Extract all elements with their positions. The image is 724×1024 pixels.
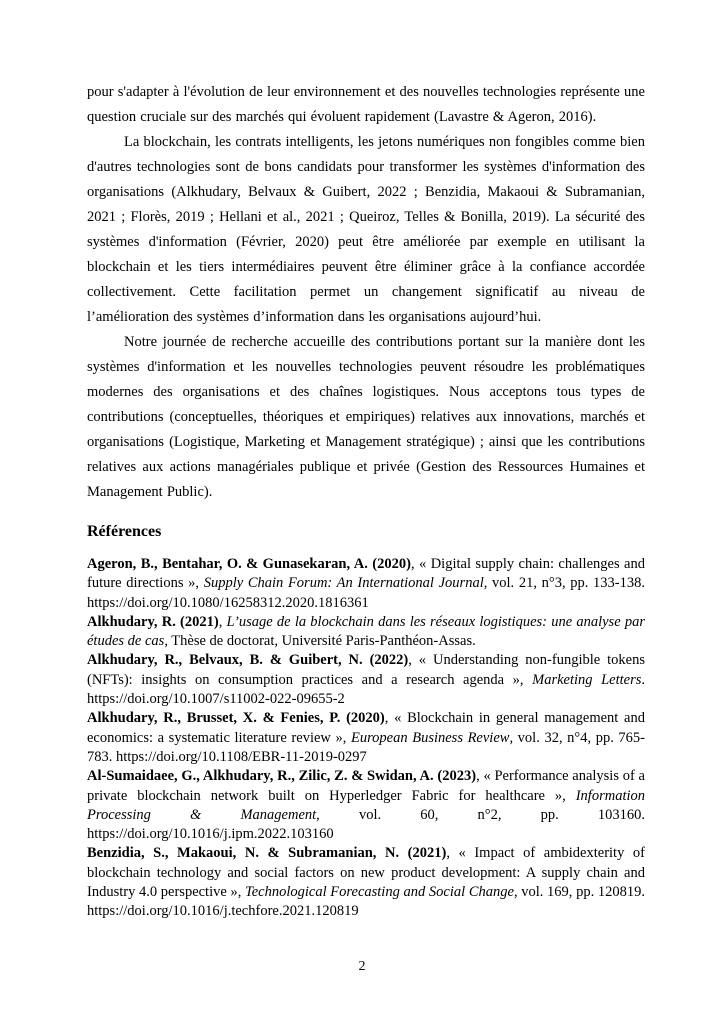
body-paragraph: Notre journée de recherche accueille des contributions portant sur la manière dont les systèmes d'information et les nouvelles technologies peuvent résoudre les problématiques modernes des organisations et des chaînes logistiques. Nous acceptons tous types de contributions (conceptuelles, théoriques et empiriques) relatives aux innovations, marchés et organisations (Logistique, Marketing et Management stratégique) ; ainsi que les contributions relatives aux actions managériales publique et privée (Gestion des Ressources Humaines et Management Public).: [87, 334, 645, 500]
text-segment: , vol. 32, n°4, pp. 765-783. https://doi.org/10.1108/EBR-11-2019-0297: [87, 729, 646, 765]
text-segment: , vol. 21, n°3, pp. 133-138. https://doi.org/10.1080/16258312.2020.1816361: [87, 575, 645, 611]
references-list: [87, 555, 645, 922]
text-segment: , « Impact of ambidexterity of blockchain technology and social factors on new product development: A supply chain and Industry 4.0 perspective »,: [87, 845, 645, 901]
text-segment: Technological Forecasting and Social Change: [245, 884, 514, 901]
text-segment: Supply Chain Forum: An International Journal: [203, 575, 484, 592]
text-segment: L’usage de la blockchain dans les réseaux logistiques: une analyse par études de cas: [87, 613, 645, 650]
text-segment: Ageron, B., Bentahar, O. & Gunasekaran, A. (2020): [87, 556, 411, 572]
text-segment: Marketing Letters: [532, 671, 642, 688]
reference-entry: [87, 651, 645, 709]
text-segment: European Business Review: [350, 729, 510, 746]
reference-entry: [87, 709, 645, 767]
page-content: [87, 80, 645, 922]
body-paragraph: pour s'adapter à l'évolution de leur environnement et des nouvelles technologies représente une question cruciale sur des marchés qui évoluent rapidement (Lavastre & Ageron, 2016).: [87, 84, 645, 125]
reference-entry: [87, 555, 645, 613]
text-segment: Information Processing & Management: [87, 787, 645, 823]
text-segment: ,: [218, 613, 227, 630]
reference-entry: [87, 844, 645, 921]
text-segment: Alkhudary, R., Brusset, X. & Fenies, P. (2020): [87, 710, 385, 727]
text-segment: , « Digital supply chain: challenges and future directions »,: [87, 556, 645, 592]
reference-entry: [87, 767, 645, 844]
text-segment: , vol. 60, n°2, pp. 103160. https://doi.org/10.1016/j.ipm.2022.103160: [87, 806, 645, 843]
reference-entry: [87, 613, 645, 652]
text-segment: . https://doi.org/10.1007/s11002-022-09655-2: [87, 671, 645, 708]
text-segment: , « Understanding non-fungible tokens (NFTs): insights on consumption practices and a research agenda »,: [87, 652, 645, 688]
text-segment: , « Performance analysis of a private blockchain network built on Hyperledger Fabric for healthcare »,: [87, 768, 645, 804]
page-number: 2: [358, 959, 366, 974]
text-segment: Benzidia, S., Makaoui, N. & Subramanian, N. (2021): [87, 845, 447, 862]
body-text: [87, 80, 645, 505]
text-segment: , vol. 169, pp. 120819. https://doi.org/10.1016/j.techfore.2021.120819: [87, 884, 645, 920]
text-segment: Alkhudary, R., Belvaux, B. & Guibert, N. (2022): [87, 652, 409, 669]
text-segment: , Thèse de doctorat, Université Paris-Panthéon-Assas.: [164, 633, 476, 650]
body-paragraph: La blockchain, les contrats intelligents, les jetons numériques non fongibles comme bien d'autres technologies sont de bons candidats pour transformer les systèmes d'information des organisations (Alkhudary, Belvaux & Guibert, 2022 ; Benzidia, Makaoui & Subramanian, 2021 ; Florès, 2019 ; Hellani et al., 2021 ; Queiroz, Telles & Bonilla, 2019). La sécurité des systèmes d'information (Février, 2020) peut être améliorée par exemple en utilisant la blockchain et les tiers intermédiaires peuvent être éliminer grâce à la confiance accordée collectivement. Cette facilitation permet un changement significatif au niveau de l’amélioration des systèmes d’information dans les organisations aujourd’hui.: [87, 134, 645, 325]
references-heading: Références: [87, 523, 162, 540]
text-segment: Alkhudary, R. (2021): [87, 613, 219, 630]
text-segment: Al-Sumaidaee, G., Alkhudary, R., Zilic, Z. & Swidan, A. (2023): [87, 768, 477, 785]
text-segment: , « Blockchain in general management and economics: a systematic literature review »,: [87, 710, 645, 746]
